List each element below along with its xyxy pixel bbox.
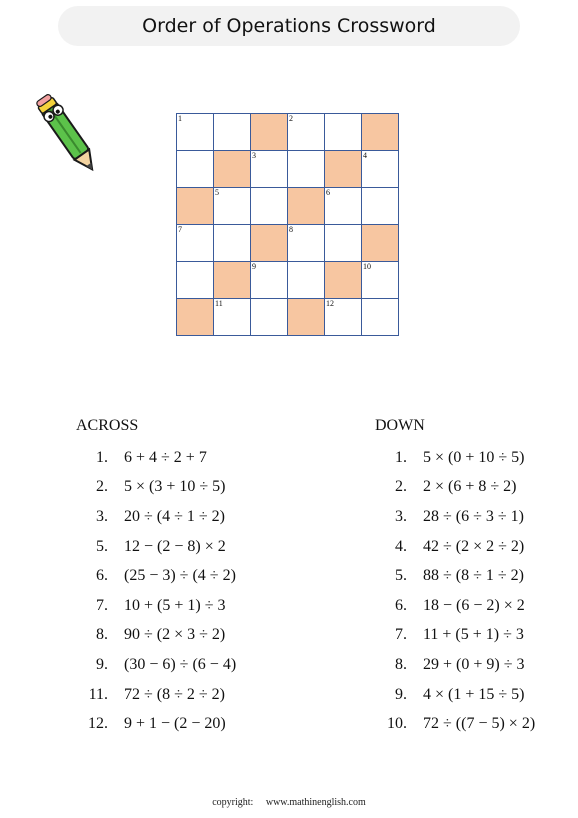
across-clue <box>76 473 236 503</box>
clue-expression: 9 + 1 − (2 − 20) <box>124 715 226 733</box>
down-clues <box>375 414 535 739</box>
clue-number: 10. <box>387 715 407 733</box>
clue-expression: 18 − (6 − 2) × 2 <box>423 596 525 614</box>
crossword-cell[interactable] <box>177 225 214 262</box>
crossword-cell[interactable] <box>214 188 251 225</box>
cell-number: 7 <box>178 225 182 234</box>
crossword-grid <box>176 113 399 336</box>
clue-number: 4. <box>395 537 407 555</box>
down-clue <box>375 591 535 621</box>
clue-expression: 88 ÷ (8 ÷ 1 ÷ 2) <box>423 567 524 585</box>
crossword-cell[interactable] <box>251 299 288 336</box>
down-clue <box>375 561 535 591</box>
across-clue <box>76 502 236 532</box>
copyright-site: www.mathinenglish.com <box>265 797 366 808</box>
crossword-block-cell <box>214 151 251 188</box>
across-clue <box>76 621 236 651</box>
crossword-cell[interactable] <box>288 114 325 151</box>
across-clue <box>76 443 236 473</box>
clue-expression: 42 ÷ (2 × 2 ÷ 2) <box>423 537 525 555</box>
clue-number: 6. <box>96 567 108 585</box>
page-title: Order of Operations Crossword <box>142 15 436 37</box>
across-clue <box>76 650 236 680</box>
clue-number: 12. <box>88 715 108 733</box>
clue-expression: (25 − 3) ÷ (4 ÷ 2) <box>124 567 236 585</box>
clue-number: 7. <box>395 626 407 644</box>
crossword-block-cell <box>325 151 362 188</box>
clue-number: 5. <box>395 567 407 585</box>
across-heading: ACROSS <box>76 417 139 434</box>
across-clue-list <box>76 443 236 739</box>
crossword-cell[interactable] <box>251 188 288 225</box>
cell-number: 10 <box>363 262 371 271</box>
clue-number: 3. <box>96 507 108 525</box>
clue-expression: 28 ÷ (6 ÷ 3 ÷ 1) <box>423 507 524 525</box>
crossword-cell[interactable] <box>325 114 362 151</box>
clue-expression: 6 + 4 ÷ 2 + 7 <box>124 448 207 466</box>
clue-expression: 90 ÷ (2 × 3 ÷ 2) <box>124 626 226 644</box>
clue-number: 7. <box>96 596 108 614</box>
clue-expression: 2 × (6 + 8 ÷ 2) <box>423 478 517 496</box>
down-clue <box>375 502 535 532</box>
crossword-block-cell <box>288 188 325 225</box>
crossword-cell[interactable] <box>362 262 399 299</box>
title-banner <box>58 6 520 46</box>
across-clue <box>76 709 236 739</box>
crossword-block-cell <box>288 299 325 336</box>
pencil-mascot-icon <box>30 86 110 186</box>
clue-expression: 10 + (5 + 1) ÷ 3 <box>124 596 226 614</box>
crossword-block-cell <box>325 262 362 299</box>
clue-number: 11. <box>88 685 108 703</box>
clue-number: 8. <box>96 626 108 644</box>
copyright-label: copyright: <box>212 797 254 808</box>
clue-expression: 11 + (5 + 1) ÷ 3 <box>423 626 524 644</box>
cell-number: 5 <box>215 188 219 197</box>
clue-number: 2. <box>395 478 407 496</box>
crossword-cell[interactable] <box>251 262 288 299</box>
clue-number: 8. <box>395 655 407 673</box>
cell-number: 12 <box>326 299 334 308</box>
across-clues <box>76 414 236 739</box>
crossword-cell[interactable] <box>288 225 325 262</box>
crossword-cell[interactable] <box>288 262 325 299</box>
cell-number: 3 <box>252 151 256 160</box>
clue-expression: (30 − 6) ÷ (6 − 4) <box>124 655 237 673</box>
crossword-cell[interactable] <box>214 299 251 336</box>
clue-expression: 20 ÷ (4 ÷ 1 ÷ 2) <box>124 507 225 525</box>
crossword-block-cell <box>177 299 214 336</box>
clue-expression: 72 ÷ ((7 − 5) × 2) <box>423 715 536 733</box>
down-clue <box>375 650 535 680</box>
clue-number: 1. <box>96 448 108 466</box>
clue-expression: 29 + (0 + 9) ÷ 3 <box>423 655 525 673</box>
clue-expression: 4 × (1 + 15 ÷ 5) <box>423 685 525 703</box>
crossword-block-cell <box>251 225 288 262</box>
cell-number: 11 <box>215 299 223 308</box>
down-clue <box>375 621 535 651</box>
clue-number: 1. <box>395 448 407 466</box>
crossword-cell[interactable] <box>177 151 214 188</box>
clue-number: 9. <box>395 685 407 703</box>
crossword-cell[interactable] <box>362 151 399 188</box>
crossword-cell[interactable] <box>214 114 251 151</box>
crossword-block-cell <box>362 114 399 151</box>
clue-expression: 5 × (0 + 10 ÷ 5) <box>423 448 525 466</box>
down-clue <box>375 443 535 473</box>
cell-number: 1 <box>178 114 182 123</box>
crossword-cell[interactable] <box>362 188 399 225</box>
crossword-block-cell <box>214 262 251 299</box>
down-heading: DOWN <box>375 417 425 434</box>
cell-number: 8 <box>289 225 293 234</box>
clue-expression: 12 − (2 − 8) × 2 <box>124 537 226 555</box>
down-clue <box>375 709 535 739</box>
crossword-block-cell <box>251 114 288 151</box>
crossword-cell[interactable] <box>251 151 288 188</box>
clue-number: 9. <box>96 655 108 673</box>
clue-expression: 5 × (3 + 10 ÷ 5) <box>124 478 226 496</box>
crossword-cell[interactable] <box>325 188 362 225</box>
clue-number: 3. <box>395 507 407 525</box>
crossword-cell[interactable] <box>362 299 399 336</box>
crossword-cell[interactable] <box>177 262 214 299</box>
across-clue <box>76 591 236 621</box>
down-clue <box>375 473 535 503</box>
clue-expression: 72 ÷ (8 ÷ 2 ÷ 2) <box>124 685 225 703</box>
crossword-block-cell <box>362 225 399 262</box>
cell-number: 4 <box>363 151 367 160</box>
crossword-cell[interactable] <box>325 225 362 262</box>
down-clue-list <box>375 443 535 739</box>
crossword-cell[interactable] <box>325 299 362 336</box>
clue-number: 2. <box>96 478 108 496</box>
across-clue <box>76 680 236 710</box>
across-clue <box>76 561 236 591</box>
cell-number: 9 <box>252 262 256 271</box>
crossword-cell[interactable] <box>214 225 251 262</box>
down-clue <box>375 680 535 710</box>
across-clue <box>76 532 236 562</box>
copyright-footer <box>0 797 578 808</box>
crossword-cell[interactable] <box>177 114 214 151</box>
down-clue <box>375 532 535 562</box>
cell-number: 2 <box>289 114 293 123</box>
crossword-cell[interactable] <box>288 151 325 188</box>
clue-number: 5. <box>96 537 108 555</box>
cell-number: 6 <box>326 188 330 197</box>
crossword-block-cell <box>177 188 214 225</box>
clue-number: 6. <box>395 596 407 614</box>
